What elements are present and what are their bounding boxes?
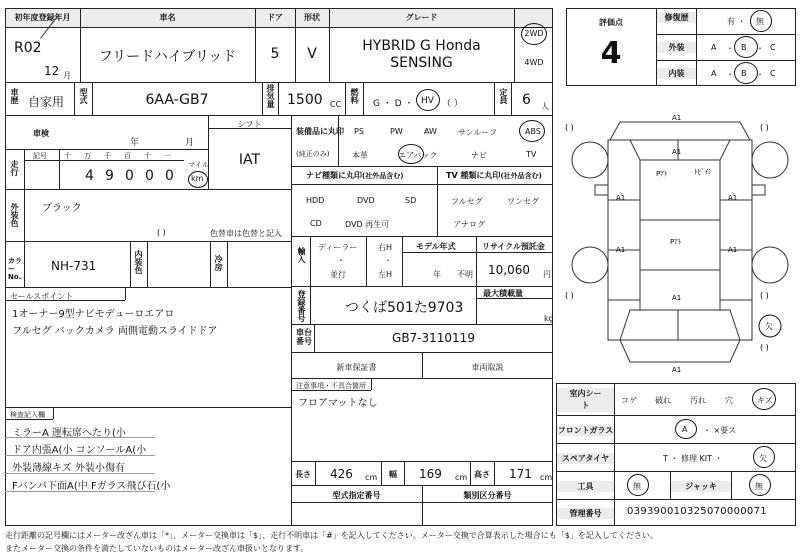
seat-option: コゲ bbox=[621, 396, 637, 405]
tv-analog: アナログ bbox=[453, 220, 485, 229]
door-label: ドア bbox=[267, 13, 283, 22]
tv-title: TV 種類に丸印(社外品含む) bbox=[446, 171, 542, 180]
exterior-grade-option: C bbox=[770, 43, 776, 52]
recycle-label: リサイクル預託金 bbox=[482, 242, 545, 251]
height-label: 高さ bbox=[474, 470, 490, 479]
footer-line2: またメーター交換の条件を満たしていないものはメーター改ざん車扱いとなります。 bbox=[5, 544, 309, 553]
chassis-label: 車台番号 bbox=[296, 328, 312, 346]
exterior-grade-option: B bbox=[741, 43, 747, 52]
type-designation-label: 型式指定番号 bbox=[332, 491, 381, 500]
equipment-subtitle: (純正のみ) bbox=[296, 150, 330, 158]
drive-2wd: 2WD bbox=[524, 29, 544, 38]
registration-value: つくば501た9703 bbox=[345, 300, 464, 316]
inspector-line3: 外装薄線キズ 外装小傷有 bbox=[12, 463, 125, 474]
chassis-value: GB7-3110119 bbox=[392, 331, 475, 345]
inspector-line2: ドア内張A(小 コンソールA(小 bbox=[12, 445, 147, 456]
doors: 5 bbox=[270, 46, 280, 62]
dmg-rear-gate: A1 bbox=[672, 294, 682, 302]
bracket-bl: ( ) bbox=[565, 291, 574, 300]
dmg-rear-bumper: A1 bbox=[672, 366, 682, 374]
seat-option: 汚れ bbox=[690, 396, 706, 405]
dmg-right-front: A1 bbox=[728, 194, 738, 202]
mileage-label: 走行 bbox=[10, 160, 19, 176]
repair-selected: 無 bbox=[756, 17, 764, 26]
person-unit: 人 bbox=[541, 102, 549, 111]
model-year-year: 年 bbox=[433, 270, 441, 279]
dmg-front-bumper: A1 bbox=[672, 114, 682, 122]
width-cm: cm bbox=[455, 473, 468, 482]
mileage-digit: 0 bbox=[145, 168, 154, 184]
color-label: 外装色 bbox=[10, 203, 19, 227]
shape: V bbox=[307, 46, 317, 62]
equipment-item: 本革 bbox=[352, 151, 368, 160]
usage: 自家用 bbox=[28, 95, 65, 109]
car-name-label: 車名 bbox=[159, 13, 176, 22]
color-note: 色替車は色替と記入 bbox=[210, 229, 282, 238]
bracket-br: ( ) bbox=[760, 291, 769, 300]
bracket-tr: ( ) bbox=[760, 123, 769, 132]
interior-b-circle bbox=[734, 62, 758, 84]
seat-option: 穴 bbox=[725, 396, 733, 405]
interior-label: 内装 bbox=[657, 68, 696, 79]
recycle-value: 10,060 bbox=[488, 263, 530, 277]
equipment-title: 装備品に丸印 bbox=[296, 127, 344, 136]
model-label: 型式 bbox=[79, 88, 88, 104]
mileage-unit-label: マイル bbox=[188, 161, 209, 169]
new-car-warranty: 新車保証書 bbox=[336, 363, 377, 372]
dmg-right-rear: A1 bbox=[728, 246, 738, 254]
import-parallel: 並行 bbox=[330, 270, 346, 279]
bracket-bottom: ( ) bbox=[760, 343, 769, 352]
spare-label: スペアタイヤ bbox=[557, 453, 614, 464]
mileage-digit-label: 万 bbox=[84, 152, 91, 160]
mgmt-number: 039390010325070000071 bbox=[627, 506, 767, 517]
inspector-line4: Fバンパ下面A(中 Fガラス飛び石(小 bbox=[12, 481, 171, 492]
glass-rest: ・ ×要ス bbox=[703, 426, 737, 435]
height-cm: cm bbox=[540, 473, 553, 482]
dmg-left-rear: A1 bbox=[616, 246, 626, 254]
mileage-kigo: 記号 bbox=[33, 152, 47, 160]
ac-label: 冷房 bbox=[214, 255, 223, 271]
sales-label: セールスポイント bbox=[10, 292, 74, 301]
car-damage-diagram bbox=[560, 100, 800, 385]
fuel-paren: （ ） bbox=[442, 99, 463, 109]
import-label: 輸入 bbox=[297, 247, 306, 263]
tools-label: 工具 bbox=[557, 481, 614, 492]
mileage-digit: 0 bbox=[125, 168, 134, 184]
interior-grade-option: B bbox=[741, 69, 747, 78]
mileage-digit-label: 十 bbox=[144, 152, 151, 160]
shift-label: シフト bbox=[237, 120, 262, 129]
tools-selected: 無 bbox=[633, 482, 641, 491]
color-value: ブラック bbox=[42, 203, 82, 214]
interior-color-label: 内装色 bbox=[134, 250, 143, 274]
import-dot2: ・ bbox=[384, 256, 392, 265]
width-value: 169 bbox=[419, 467, 442, 481]
tv-oneseg: ワンセグ bbox=[507, 197, 539, 206]
color-paren: ( ) bbox=[157, 228, 166, 237]
car-name: フリードハイブリッド bbox=[98, 49, 237, 65]
import-left: 左H bbox=[378, 270, 393, 279]
cc-unit: CC bbox=[330, 100, 342, 109]
mileage-digit-label: 百 bbox=[124, 152, 131, 160]
mileage-digit: 4 bbox=[85, 168, 94, 184]
seat-option: 破れ bbox=[655, 396, 671, 405]
inspection-label: 車検 bbox=[33, 129, 49, 138]
equipment-item: TV bbox=[526, 150, 537, 159]
dmg-roof: Pｱﾄ bbox=[670, 238, 682, 246]
color-no-label: カラーNo. bbox=[8, 257, 22, 281]
model: 6AA-GB7 bbox=[145, 92, 209, 108]
shift-value: IAT bbox=[238, 152, 261, 168]
length-value: 426 bbox=[330, 467, 353, 481]
exterior-b-circle bbox=[734, 36, 758, 58]
first-reg-label: 初年度登録年月 bbox=[14, 13, 71, 22]
fuel-selected: HV bbox=[421, 96, 434, 106]
equipment-item: ナビ bbox=[471, 151, 487, 160]
mileage-digit-label: 十 bbox=[64, 152, 71, 160]
repair-label: 修復歴 bbox=[657, 12, 696, 23]
interior-grade-option: A bbox=[711, 69, 717, 78]
equipment-item: サンルーフ bbox=[458, 128, 497, 137]
registration-label: 登録番号 bbox=[297, 290, 306, 322]
equipment-item: PS bbox=[354, 127, 364, 136]
mileage-digit: 0 bbox=[165, 168, 174, 184]
drive-4wd: 4WD bbox=[524, 58, 544, 67]
dmg-stone-chip: ﾄﾋﾞｲｼ bbox=[694, 168, 712, 176]
dmg-front-glass: Pｱﾄ bbox=[656, 170, 668, 178]
capacity: 6 bbox=[522, 92, 531, 108]
exterior-grade-option: ・ bbox=[756, 44, 764, 53]
navi-dvd-play: DVD 再生可 bbox=[345, 220, 390, 229]
fuel-label: 燃料 bbox=[350, 88, 359, 104]
capacity-label: 定員 bbox=[499, 88, 508, 104]
seat-label: 室内シート bbox=[557, 388, 614, 412]
exterior-grade-option: A bbox=[711, 43, 717, 52]
length-cm: cm bbox=[365, 473, 378, 482]
interior-grade-option: C bbox=[770, 69, 776, 78]
sales-line2: フルセグ バックカメラ 両側電動スライドドア bbox=[12, 326, 218, 337]
tv-fullseg: フルセグ bbox=[451, 197, 483, 206]
exterior-label: 外装 bbox=[657, 42, 696, 53]
score-value: 4 bbox=[600, 36, 622, 71]
reg-era: R02 bbox=[14, 40, 42, 56]
sales-line1: 1オーナー9型ナビモデューロエアロ bbox=[12, 309, 175, 320]
month-unit: 月 bbox=[63, 71, 71, 80]
caution-value: フロアマットなし bbox=[298, 398, 378, 409]
dmg-hood: A1 bbox=[672, 148, 682, 156]
reg-month: 12 bbox=[44, 64, 60, 78]
bracket-tl: ( ) bbox=[565, 123, 574, 132]
displacement-label: 排気量 bbox=[266, 84, 275, 108]
interior-grade-option: ・ bbox=[726, 70, 734, 79]
class-number-label: 類別区分番号 bbox=[463, 491, 512, 500]
loadcap-kg: kg bbox=[544, 314, 554, 323]
navi-sd: SD bbox=[405, 196, 417, 205]
airbag-circle bbox=[398, 144, 424, 164]
mileage-digit: 9 bbox=[105, 168, 114, 184]
glass-selected: A bbox=[682, 425, 688, 434]
abs-circle bbox=[519, 120, 545, 142]
import-dealer: ディーラー bbox=[318, 243, 358, 252]
mileage-unit: km bbox=[191, 174, 204, 183]
import-dot: ・ bbox=[337, 256, 345, 265]
missing-mark: 欠 bbox=[765, 322, 773, 331]
inspector-label: 検査記入欄 bbox=[10, 411, 45, 419]
glass-label: フロントガラス bbox=[557, 426, 614, 435]
equipment-item: PW bbox=[390, 127, 403, 136]
model-year-unknown: 不明 bbox=[457, 270, 473, 279]
interior-grade-option: ・ bbox=[756, 70, 764, 79]
vehicle-manual: 車両取説 bbox=[471, 363, 504, 372]
color-no-value: NH-731 bbox=[51, 259, 97, 273]
loadcap-label: 最大積載量 bbox=[483, 289, 523, 298]
score-label: 評価点 bbox=[599, 18, 623, 27]
grade-line1: HYBRID G Honda bbox=[362, 38, 481, 54]
inspection-year: 年 bbox=[130, 138, 140, 148]
grade-label: グレード bbox=[405, 13, 438, 22]
height-value: 171 bbox=[509, 467, 532, 481]
dmg-left-front: A1 bbox=[616, 194, 626, 202]
mileage-digit-label: 千 bbox=[104, 152, 111, 160]
footer-line1: 走行距離の記号欄にはメーター改ざん車は「*」、メーター交換車は「$」、走行不明車は「#」を記入してください。メーター交換で合算表示した場合にも「$」を記入してください。 bbox=[5, 531, 658, 540]
equipment-item: AW bbox=[424, 127, 437, 136]
usage-label: 車歴 bbox=[10, 88, 19, 104]
recycle-yen: 円 bbox=[543, 270, 551, 279]
mileage-digit-label: 一 bbox=[164, 152, 171, 160]
navi-cd: CD bbox=[310, 219, 322, 228]
equipment-item: ABS bbox=[525, 127, 541, 136]
import-right: 右H bbox=[378, 243, 393, 252]
seat-selected: キズ bbox=[757, 396, 773, 405]
jack-label: ジャッキ bbox=[671, 481, 731, 492]
model-year-label: モデル年式 bbox=[416, 242, 456, 251]
navi-hdd: HDD bbox=[306, 196, 325, 205]
inspector-line1: ミラーA 運転席へたり(小 bbox=[12, 428, 126, 439]
repair-options: 有 ・ bbox=[727, 17, 746, 26]
navi-dvd: DVD bbox=[357, 196, 375, 205]
displacement: 1500 bbox=[287, 92, 323, 108]
mgmt-label: 管理番号 bbox=[557, 508, 614, 519]
length-label: 長さ bbox=[295, 470, 311, 479]
exterior-grade-option: ・ bbox=[726, 44, 734, 53]
grade-line2: SENSING bbox=[390, 55, 453, 71]
spare-selected: 欠 bbox=[759, 454, 767, 463]
spare-options: T ・ 修理 KIT ・ bbox=[663, 454, 723, 463]
width-label: 幅 bbox=[389, 470, 397, 479]
fuel-options: G ・ D ・ bbox=[373, 99, 414, 109]
inspection-month: 月 bbox=[185, 138, 195, 148]
shape-label: 形状 bbox=[304, 13, 320, 22]
jack-selected: 無 bbox=[755, 482, 763, 491]
navi-title: ナビ種類に丸印(社外品含む) bbox=[306, 171, 404, 180]
caution-label: 注意事項・不具合箇所 bbox=[296, 382, 366, 390]
equipment-item: エアバック bbox=[398, 151, 438, 160]
